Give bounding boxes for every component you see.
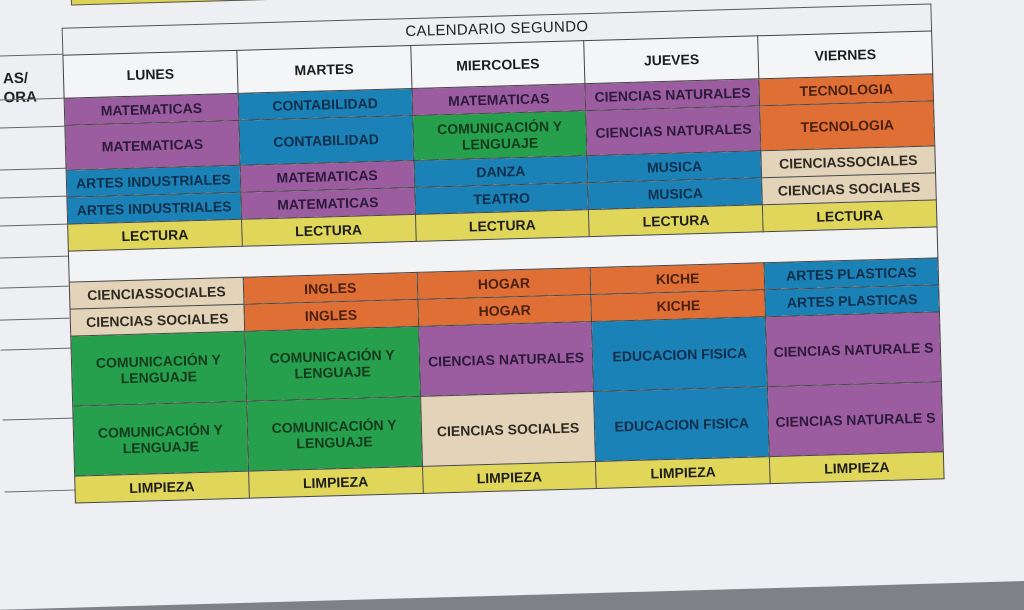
class-cell: MUSICA [588, 178, 762, 210]
class-cell: CIENCIAS SOCIALES [420, 392, 596, 467]
schedule-table [62, 30, 944, 503]
class-cell: KICHE [591, 290, 765, 322]
class-cell: INGLES [244, 299, 418, 331]
class-cell: HOGAR [417, 295, 591, 327]
cleaning-cell: LIMPIEZA [75, 471, 249, 503]
class-cell: CONTABILIDAD [238, 88, 412, 120]
schedule-sheet [2, 3, 945, 503]
day-thursday: JUEVES [584, 36, 759, 84]
row-header-line-1: AS/ [2, 69, 29, 88]
class-cell: CIENCIASSOCIALES [761, 146, 935, 178]
reading-cell: LECTURA [241, 214, 415, 246]
class-cell: ARTES PLASTICAS [764, 258, 938, 290]
reading-cell: LECTURA [589, 205, 763, 237]
day-monday: LUNES [63, 50, 238, 98]
row-line [3, 418, 73, 421]
row-line [0, 126, 64, 129]
class-cell: CIENCIAS NATURALES [585, 79, 759, 111]
cleaning-cell: LIMPIEZA [248, 466, 422, 498]
class-cell: CIENCIASSOCIALES [69, 277, 243, 309]
class-cell: MATEMATICAS [412, 84, 586, 116]
class-cell: TECNOLOGIA [759, 74, 933, 106]
class-cell: EDUCACION FISICA [592, 317, 768, 392]
class-cell: DANZA [414, 156, 588, 188]
class-cell: CIENCIAS NATURALE S [766, 312, 942, 387]
class-cell: MUSICA [587, 151, 761, 183]
class-cell: CIENCIAS NATURALES [586, 106, 761, 156]
row-header-line-2: ORA [3, 88, 38, 107]
row-line [0, 286, 69, 289]
row-label-column [0, 28, 62, 107]
class-cell: CIENCIAS NATURALES [418, 322, 594, 397]
reading-cell: LECTURA [68, 219, 242, 251]
row-line [1, 348, 71, 351]
class-cell: ARTES PLASTICAS [765, 285, 939, 317]
class-cell: CONTABILIDAD [239, 115, 414, 165]
row-label-header [3, 68, 37, 107]
class-cell: COMUNICACIÓN Y LENGUAJE [412, 111, 587, 161]
row-line [0, 54, 62, 57]
class-cell: KICHE [590, 263, 764, 295]
day-wednesday: MIERCOLES [410, 41, 585, 89]
row-line [0, 256, 68, 259]
class-cell: EDUCACION FISICA [594, 387, 770, 462]
reading-cell: LECTURA [415, 210, 589, 242]
class-cell: COMUNICACIÓN Y LENGUAJE [71, 331, 247, 406]
row-line [5, 490, 75, 493]
day-tuesday: MARTES [237, 46, 412, 94]
cleaning-cell: LIMPIEZA [422, 461, 596, 493]
class-cell: MATEMATICAS [64, 93, 238, 125]
row-line [0, 318, 70, 321]
row-line [0, 168, 66, 171]
class-cell: ARTES INDUSTRIALES [66, 165, 240, 197]
class-cell: MATEMATICAS [240, 160, 414, 192]
day-friday: VIERNES [758, 31, 933, 79]
class-cell: CIENCIAS SOCIALES [762, 173, 936, 205]
cleaning-cell: LIMPIEZA [596, 457, 770, 489]
cleaning-cell: LIMPIEZA [770, 452, 944, 484]
previous-schedule-strip [71, 0, 923, 5]
class-cell: MATEMATICAS [241, 187, 415, 219]
class-cell: CIENCIAS NATURALE S [768, 382, 944, 457]
class-cell: HOGAR [417, 268, 591, 300]
class-cell: COMUNICACIÓN Y LENGUAJE [244, 326, 420, 401]
class-cell: COMUNICACIÓN Y LENGUAJE [73, 401, 249, 476]
reading-cell: LECTURA [763, 200, 937, 232]
class-cell: ARTES INDUSTRIALES [67, 192, 241, 224]
class-cell: TECNOLOGIA [760, 101, 935, 151]
class-cell: INGLES [243, 272, 417, 304]
class-cell: TEATRO [414, 183, 588, 215]
class-cell: CIENCIAS SOCIALES [70, 304, 244, 336]
row-line [0, 224, 67, 227]
class-cell: MATEMATICAS [65, 120, 240, 170]
class-cell: COMUNICACIÓN Y LENGUAJE [246, 396, 422, 471]
row-line [0, 196, 66, 199]
schedule-title: CALENDARIO SEGUNDO [62, 3, 932, 54]
